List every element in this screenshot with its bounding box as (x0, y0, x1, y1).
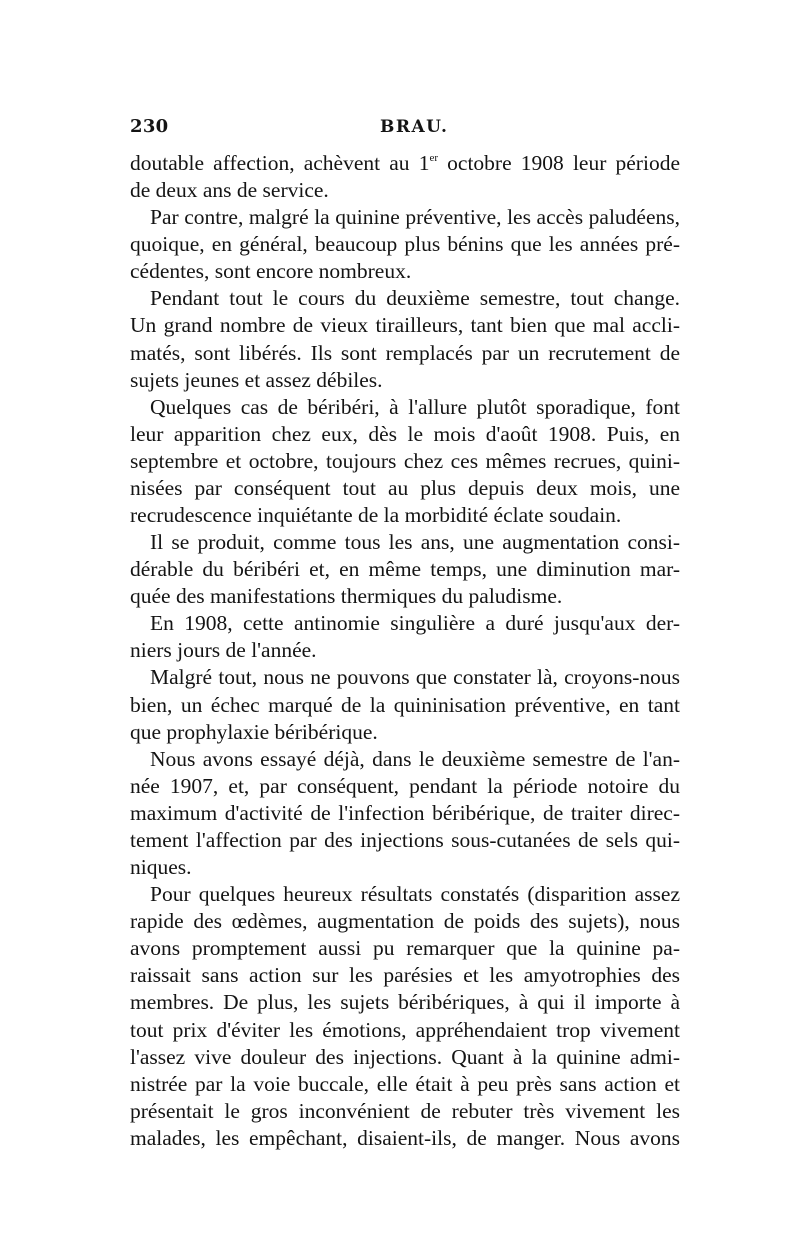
text-line: l'assez vive douleur des injections. Quant à la quinine admi- (130, 1044, 680, 1069)
text-line: de deux ans de service. (130, 178, 329, 203)
text-line: matés, sont libérés. Ils sont remplacés par un recrutement de (130, 340, 680, 365)
paragraph-first-line: Il se produit, comme tous les ans, une augmentation consi- (150, 530, 680, 555)
text-line: tement l'affection par des injections sous-cutanées de sels qui- (130, 827, 680, 852)
text-line: rapide des œdèmes, augmentation de poids des sujets), nous (130, 909, 680, 934)
text-line: cédentes, sont encore nombreux. (130, 259, 412, 284)
paragraph-first-line: En 1908, cette antinomie singulière a duré jusqu'aux der- (150, 611, 680, 636)
text-line: malades, les empêchant, disaient-ils, de manger. Nous avons (130, 1125, 680, 1150)
paragraph-first-line: Quelques cas de béribéri, à l'allure plutôt sporadique, font (150, 394, 680, 419)
text-line: bien, un échec marqué de la quininisation préventive, en tant (130, 692, 680, 717)
text-line: présentait le gros inconvénient de rebuter très vivement les (130, 1098, 680, 1123)
text-line: recrudescence inquiétante de la morbidité éclate soudain. (130, 503, 622, 528)
body-text (130, 150, 680, 1152)
text-line: nisées par conséquent tout au plus depuis deux mois, une (130, 475, 680, 500)
paragraph-first-line: Nous avons essayé déjà, dans le deuxième semestre de l'an- (150, 746, 680, 771)
paragraph-first-line: Par contre, malgré la quinine préventive, les accès paludéens, (150, 205, 680, 230)
text-line: nistrée par la voie buccale, elle était à peu près sans action et (130, 1071, 680, 1096)
text-line: niers jours de l'année. (130, 638, 317, 663)
text-line: maximum d'activité de l'infection béribérique, de traiter direc- (130, 800, 680, 825)
page-number: 230 (130, 116, 169, 137)
ordinal-superscript: er (429, 152, 439, 164)
text-line: sujets jeunes et assez débiles. (130, 367, 383, 392)
paragraph-first-line: Pendant tout le cours du deuxième semestre, tout change. (150, 286, 680, 311)
text-line: raissait sans action sur les parésies et les amyotrophies des (130, 963, 680, 988)
paragraph-first-line: Pour quelques heureux résultats constatés (disparition assez (150, 882, 680, 907)
paragraph-first-line: Malgré tout, nous ne pouvons que constater là, croyons-nous (150, 665, 680, 690)
text-fragment: doutable affection, achèvent au 1 (130, 151, 430, 175)
text-line: que prophylaxie béribérique. (130, 719, 378, 744)
text-line: leur apparition chez eux, dès le mois d'août 1908. Puis, en (130, 421, 680, 446)
text-line: membres. De plus, les sujets béribériques, à qui il importe à (130, 990, 680, 1015)
running-head (130, 114, 680, 140)
text-line: quoique, en général, beaucoup plus bénins que les années pré- (130, 232, 680, 257)
text-fragment: octobre 1908 leur période (438, 151, 680, 175)
text-line: niques. (130, 855, 192, 880)
text-line: septembre et octobre, toujours chez ces mêmes recrues, quini- (130, 448, 680, 473)
text-line: dérable du béribéri et, en même temps, une diminution mar- (130, 557, 680, 582)
text-line: Un grand nombre de vieux tirailleurs, tant bien que mal accli- (130, 313, 680, 338)
text-line: quée des manifestations thermiques du paludisme. (130, 584, 563, 609)
text-line: tout prix d'éviter les émotions, appréhendaient trop vivement (130, 1017, 680, 1042)
text-line: avons promptement aussi pu remarquer que la quinine pa- (130, 936, 680, 961)
text-line (130, 150, 680, 177)
text-line: née 1907, et, par conséquent, pendant la période notoire du (130, 773, 680, 798)
running-head-author: BRAU. (380, 117, 449, 137)
